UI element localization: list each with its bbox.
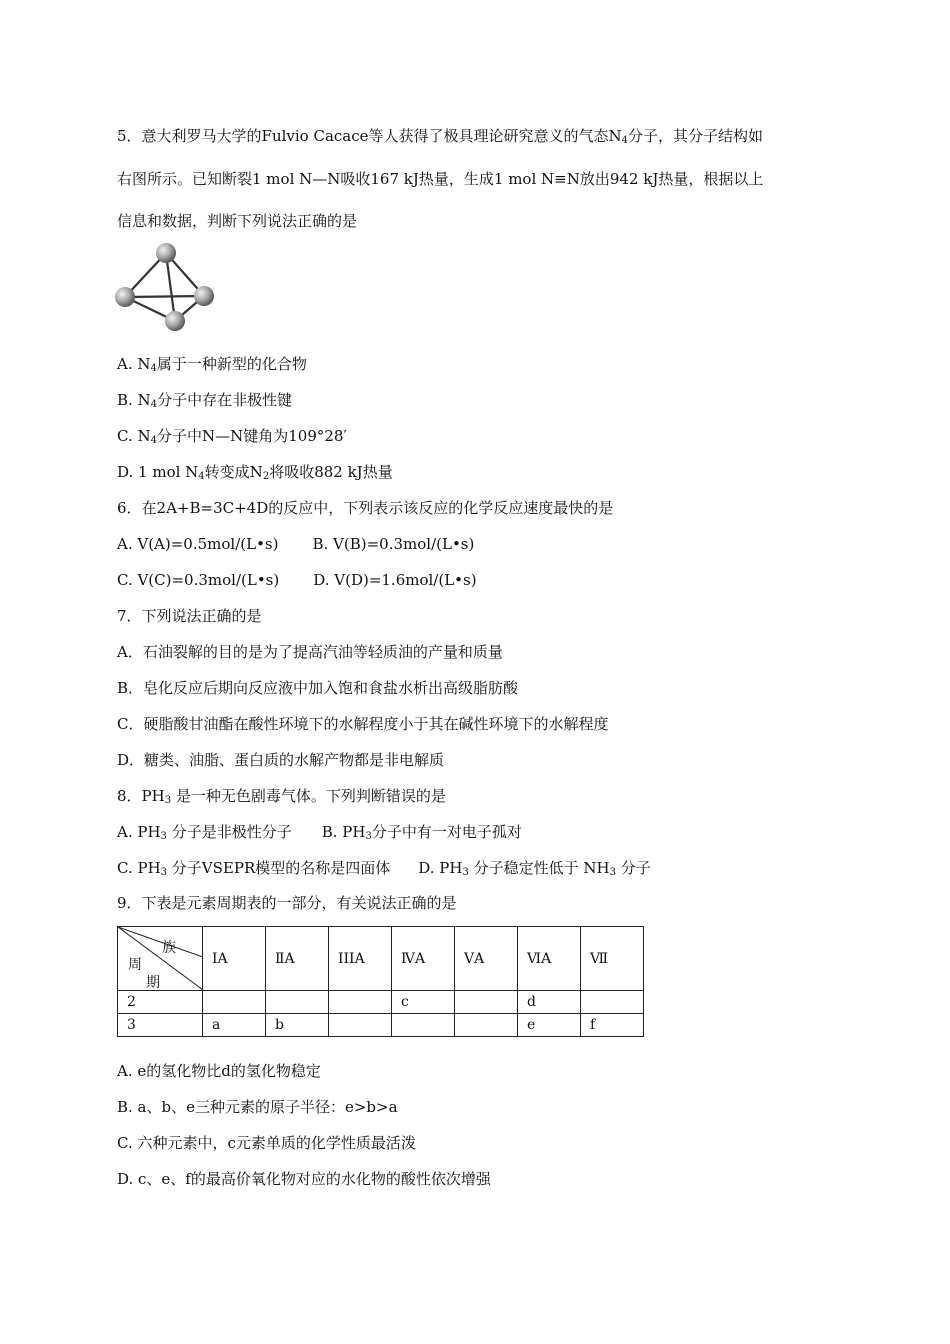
q9-option-b: B. a、b、e三种元素的原子半径：e>b>a <box>117 1098 398 1116</box>
q5-option-b: B. $N_4$分子中存在非极性键 <box>117 391 293 410</box>
corner-label-period-2: 期 <box>146 975 160 991</box>
period-cell: 3 <box>118 1014 203 1037</box>
q8-option-b: B. $PH_3$分子中有一对电子孤对 <box>321 823 522 842</box>
element-cell <box>392 1014 455 1037</box>
q5-stem-line2: 右图所示。已知断裂1 mol N—N吸收167 kJ热量，生成1 mol N≡N放出942 kJ热量，根据以上 <box>117 170 764 188</box>
q5-option-c: C. $N_4$分子中N—N键角为109°28′ <box>117 427 347 446</box>
element-cell: d <box>518 991 581 1014</box>
q5-option-d: D. 1 mol $N_4$转变成$N_2$将吸收882 kJ热量 <box>117 463 393 482</box>
q8-option-c: C. $PH_3$ 分子VSEPR模型的名称是四面体 <box>117 859 391 878</box>
group-header: IIIA <box>329 927 392 991</box>
element-cell <box>329 991 392 1014</box>
q8-stem: 8．$PH_3$ 是一种无色剧毒气体。下列判断错误的是 <box>117 787 446 806</box>
q9-option-a: A. e的氢化物比d的氢化物稳定 <box>117 1062 321 1080</box>
element-cell: e <box>518 1014 581 1037</box>
element-cell <box>266 991 329 1014</box>
element-cell <box>455 1014 518 1037</box>
element-cell <box>581 991 644 1014</box>
periodic-table-fragment <box>117 926 644 1037</box>
element-cell <box>329 1014 392 1037</box>
table-corner-cell <box>118 927 203 991</box>
element-cell: c <box>392 991 455 1014</box>
q8-option-d: D. $PH_3$ 分子稳定性低于 $NH_3$ 分子 <box>418 859 651 878</box>
q5-stem-line3: 信息和数据，判断下列说法正确的是 <box>117 212 358 230</box>
q7-option-c: C．硬脂酸甘油酯在酸性环境下的水解程度小于其在碱性环境下的水解程度 <box>117 715 609 733</box>
q6-option-a: A. V(A)=0.5mol/(L•s) <box>117 535 279 553</box>
q7-option-b: B．皂化反应后期向反应液中加入饱和食盐水析出高级脂肪酸 <box>117 679 519 697</box>
q6-stem: 6．在2A+B=3C+4D的反应中，下列表示该反应的化学反应速度最快的是 <box>117 499 614 517</box>
corner-label-period-1: 周 <box>128 957 142 973</box>
q8-options-row2 <box>117 858 651 878</box>
group-header: ⅡA <box>266 927 329 991</box>
q6-options-row2 <box>117 570 477 590</box>
q6-option-d: D. V(D)=1.6mol/(L•s) <box>313 571 477 589</box>
n-atom-right <box>194 286 214 306</box>
element-cell: b <box>266 1014 329 1037</box>
q9-stem: 9．下表是元素周期表的一部分，有关说法正确的是 <box>117 894 457 912</box>
q5-option-a: A. $N_4$属于一种新型的化合物 <box>117 355 307 374</box>
element-cell: f <box>581 1014 644 1037</box>
q6-option-b: B. V(B)=0.3mol/(L•s) <box>312 535 475 553</box>
n-atom-bottom <box>165 311 185 331</box>
element-cell <box>203 991 266 1014</box>
q6-option-c: C. V(C)=0.3mol/(L•s) <box>117 571 280 589</box>
group-header: ⅤA <box>455 927 518 991</box>
q8-option-a: A. $PH_3$ 分子是非极性分子 <box>117 823 292 842</box>
q8-options-row1 <box>117 822 522 842</box>
q9-option-c: C. 六种元素中，c元素单质的化学性质最活泼 <box>117 1134 416 1152</box>
n4-molecule-diagram <box>112 240 222 336</box>
period-cell: 2 <box>118 991 203 1014</box>
q7-stem: 7．下列说法正确的是 <box>117 607 262 625</box>
q6-options-row1 <box>117 534 474 554</box>
n-atom-left <box>115 287 135 307</box>
q7-option-d: D．糖类、油脂、蛋白质的水解产物都是非电解质 <box>117 751 445 769</box>
q5-stem-line1: 5．意大利罗马大学的Fulvio Cacace等人获得了极具理论研究意义的气态$N_4$分子，其分子结构如 <box>117 127 764 146</box>
n-atom-top <box>156 243 176 263</box>
group-header: IA <box>203 927 266 991</box>
element-cell <box>455 991 518 1014</box>
group-header: Ⅶ <box>581 927 644 991</box>
q9-option-d: D. c、e、f的最高价氧化物对应的水化物的酸性依次增强 <box>117 1170 491 1188</box>
element-cell: a <box>203 1014 266 1037</box>
table-row <box>118 991 644 1014</box>
corner-label-group: 族 <box>162 940 176 956</box>
group-header: ⅥA <box>518 927 581 991</box>
table-header-row <box>118 927 644 991</box>
q7-option-a: A．石油裂解的目的是为了提高汽油等轻质油的产量和质量 <box>117 643 503 661</box>
group-header: ⅣA <box>392 927 455 991</box>
table-row <box>118 1014 644 1037</box>
